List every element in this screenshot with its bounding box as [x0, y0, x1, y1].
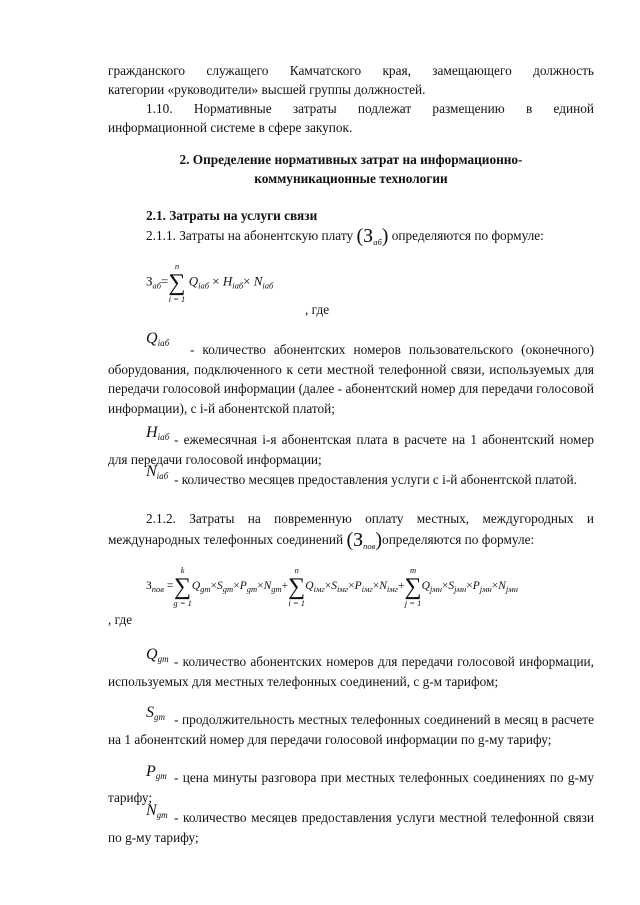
section-title: коммуникационные технологии: [254, 171, 448, 186]
definition-n-iab: - количество месяцев предоставления услуги с i-й абонентской платой.: [174, 472, 577, 487]
definition-q-iab: - количество абонентских номеров пользовательского (оконечного) оборудования, подключенного к сети местной телефонной связи, используемых для передачи голосовой информации (далее - абонентский номер для передачи голосовой информации), с i-й абонентской платой;: [108, 342, 594, 416]
definition-q-gm: - количество абонентских номеров для передачи голосовой информации, используемых для местных телефонных соединений, с g-м тарифом;: [108, 654, 594, 689]
symbol-s-gm: $S_{gm}$: [146, 704, 165, 722]
symbol-n-gm: $N_{gm}$: [146, 802, 168, 820]
intro-text: 2.1.1. Затраты на абонентскую плату: [146, 228, 354, 243]
definition-n-gm: - количество месяцев предоставления услуги местной телефонной связи по g-му тарифу;: [108, 810, 594, 845]
where-label: , где: [108, 612, 133, 627]
symbol-p-gm: $P_{gm}$: [146, 763, 167, 781]
formula-symbol: $(З_{аб})$: [356, 225, 389, 247]
paragraph-2-1-1: [146, 226, 594, 253]
subsection-heading: 2.1. Затраты на услуги связи: [146, 208, 318, 223]
paragraph-2-1-2-cont: международных телефонных соединений $(З_{пов})определяются$ по формуле:: [108, 529, 535, 551]
section-title: 2. Определение нормативных затрат на информационно-: [179, 152, 523, 167]
paragraph-1-10: 1.10. Нормативные затраты подлежат размещению в единой: [146, 101, 594, 116]
intro-text: определяются по формуле:: [391, 228, 544, 243]
definition-s-gm: - продолжительность местных телефонных соединений в месяц в расчете на 1 абонентский номер для передачи голосовой информации по g-му тарифу;: [108, 712, 594, 747]
formula-abonent: $З_{аб}=$ n ∑ i = 1 $Q_{iаб} \times H_{iаб}\times N_{iаб}$: [146, 261, 274, 304]
definition-p-gm: - цена минуты разговора при местных телефонных соединениях по g-му тарифу;: [108, 770, 594, 805]
symbol-q-gm: $Q_{gm}$: [146, 646, 169, 664]
definition-h-iab: - ежемесячная i-я абонентская плата в расчете на 1 абонентский номер для передачи голосовой информации;: [108, 432, 594, 467]
text-line: категории «руководители» высшей группы должностей.: [108, 82, 426, 97]
symbol-q-iab: $Q_{iаб}$: [146, 330, 170, 348]
sum-symbol: n ∑ i = 1: [168, 261, 186, 304]
text-line: информационной системе в сфере закупок.: [108, 120, 353, 135]
paragraph-2-1-2: 2.1.2. Затраты на повременную оплату местных, междугородных и: [146, 511, 594, 526]
sum-symbol: k ∑ g = 1: [173, 565, 192, 608]
symbol-h-iab: $H_{iаб}$: [146, 424, 170, 442]
sum-symbol: m ∑ j = 1: [404, 565, 422, 608]
symbol-n-iab: $N_{iаб}$: [146, 463, 169, 481]
where-label: , где: [305, 302, 330, 317]
sum-symbol: n ∑ i = 1: [288, 565, 306, 608]
text-line: гражданского служащего Камчатского края, замещающего должность: [108, 63, 594, 78]
formula-povremennaya: $З_{пов}$ = k ∑ g = 1 $Q_{gm}\times S_{gm}\times P_{gm}\times N_{gm}+$ n ∑ i = 1 $Q_{iмг}\times S_{iмг}\times P_{iмг}\times N_{iмг}+$ m ∑ j = 1 $Q_{jмн}\times S_{jмн}\times P_{jмн}\times N_{jмн}$: [146, 565, 518, 608]
